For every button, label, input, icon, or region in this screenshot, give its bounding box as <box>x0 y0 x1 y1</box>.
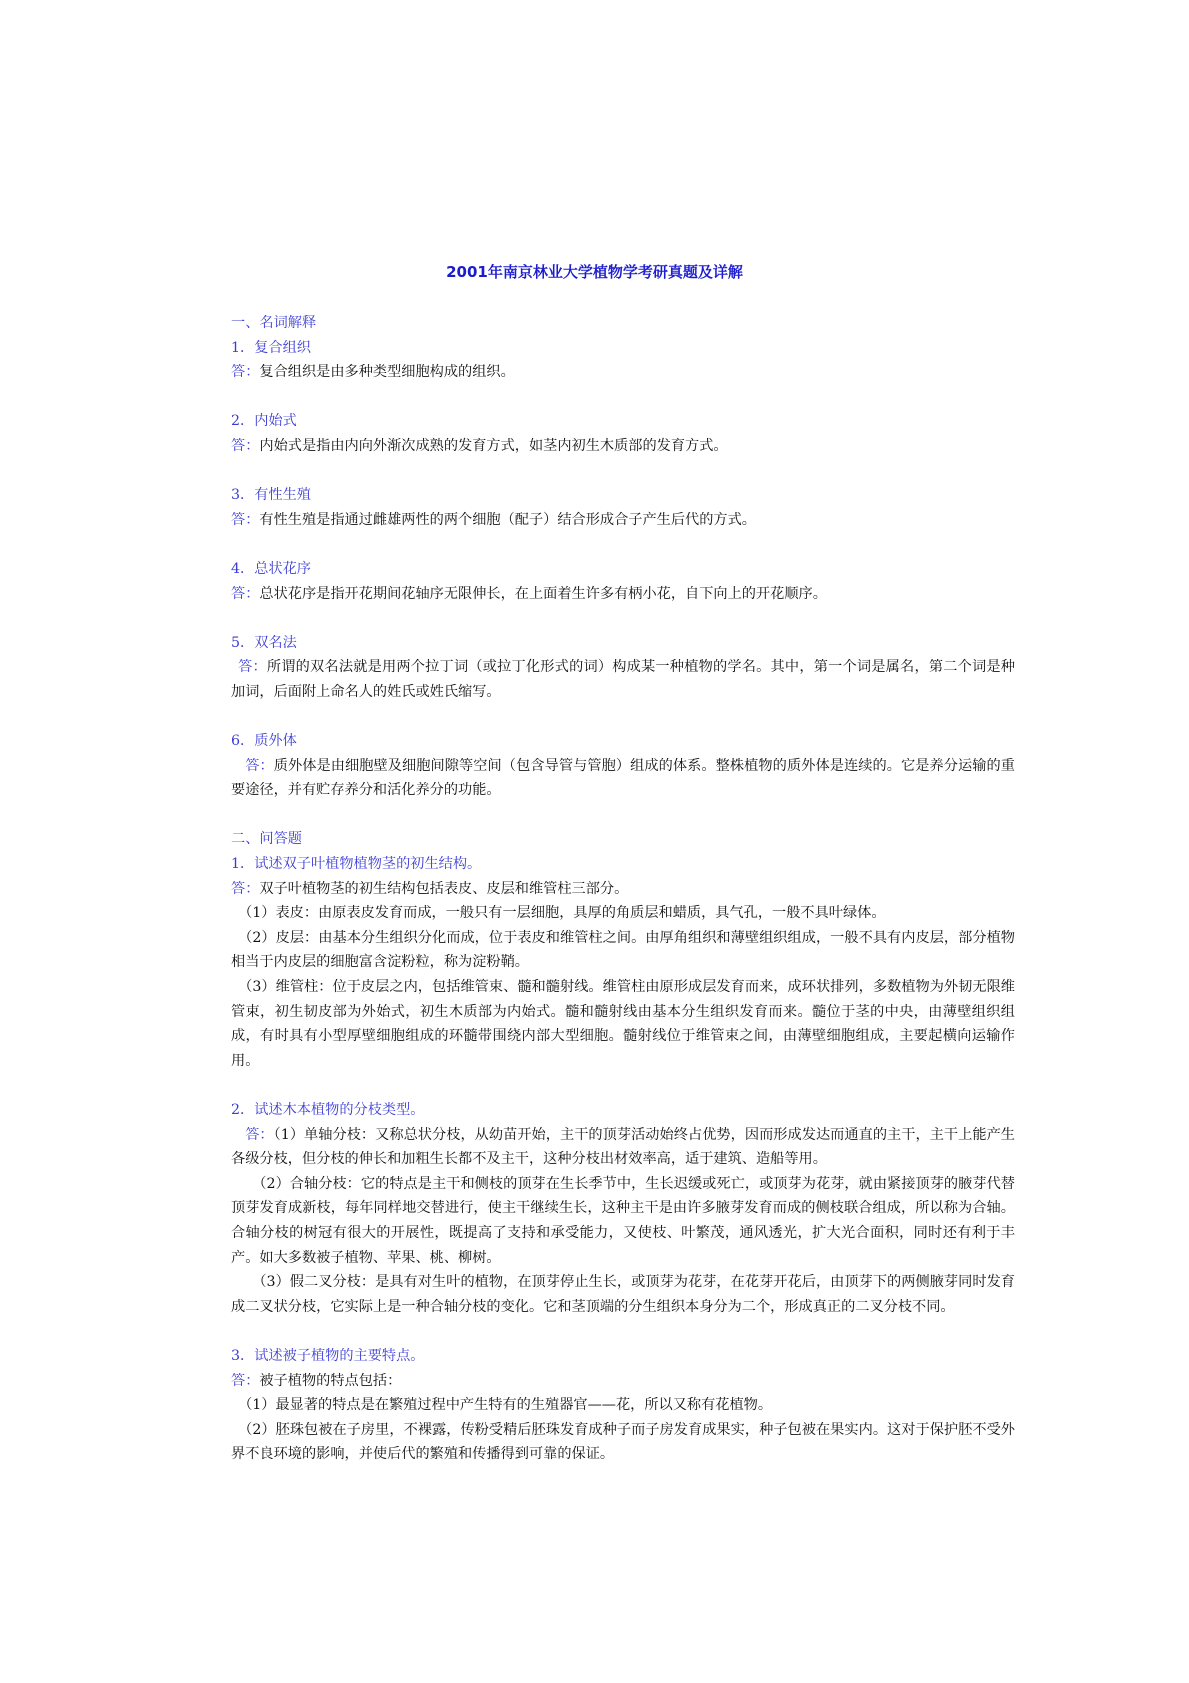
term-question-3: 3．有性生殖 <box>231 487 311 504</box>
term-question-4: 4．总状花序 <box>231 560 311 577</box>
term-answer-2: 答：内始式是指由内向外渐次成熟的发育方式，如茎内初生木质部的发育方式。 <box>231 437 728 454</box>
term-question-6: 6．质外体 <box>231 733 297 750</box>
term-answer-5: 答：所谓的双名法就是用两个拉丁词（或拉丁化形式的词）构成某一种植物的学名。其中，第一个词是属名，第二个词是种加词，后面附上命名人的姓氏或姓氏缩写。 <box>231 659 1015 700</box>
section-heading-1: 一、名词解释 <box>231 315 317 331</box>
term-answer-3: 答：有性生殖是指通过雌雄两性的两个细胞（配子）结合形成合子产生后代的方式。 <box>231 511 756 528</box>
term-answer-4: 答：总状花序是指开花期间花轴序无限伸长，在上面着生许多有柄小花，自下向上的开花顺序。 <box>231 585 827 602</box>
essay-answer-3-intro: 答：被子植物的特点包括： <box>231 1372 402 1389</box>
essay-answer-2-part-1: 答：（1）单轴分枝：又称总状分枝，从幼苗开始，主干的顶芽活动始终占优势，因而形成发达而通直的主干，主干上能产生各级分枝，但分枝的伸长和加粗生长都不及主干，这种分枝出材效率高，适于建筑、造船等用。 <box>231 1126 1015 1168</box>
term-answer-6: 答：质外体是由细胞壁及细胞间隙等空间（包含导管与管胞）组成的体系。整株植物的质外体是连续的。它是养分运输的重要途径，并有贮存养分和活化养分的功能。 <box>231 757 1015 799</box>
term-question-2: 2．内始式 <box>231 413 297 430</box>
essay-answer-1-part-2: （2）皮层：由基本分生组织分化而成，位于表皮和维管柱之间。由厚角组织和薄壁组织组成，一般不具有内皮层，部分植物相当于内皮层的细胞富含淀粉粒，称为淀粉鞘。 <box>231 929 1015 971</box>
essay-answer-1-intro: 答：双子叶植物茎的初生结构包括表皮、皮层和维管柱三部分。 <box>231 880 629 897</box>
essay-question-2: 2．试述木本植物的分枝类型。 <box>231 1102 425 1118</box>
essay-answer-2-part-2: （2）合轴分枝：它的特点是主干和侧枝的顶芽在生长季节中，生长迟缓或死亡，或顶芽为花芽，就由紧接顶芽的腋芽代替顶芽发育成新枝，每年同样地交替进行，使主干继续生长，这种主干是由许多腋芽发育而成的侧枝联合组成，所以称为合轴。合轴分枝的树冠有很大的开展性，既提高了支持和承受能力，又使枝、叶繁茂，通风透光，扩大光合面积，同时还有利于丰产。如大多数被子植物、苹果、桃、柳树。 <box>231 1175 1015 1266</box>
essay-answer-1-part-3: （3）维管柱：位于皮层之内，包括维管束、髓和髓射线。维管柱由原形成层发育而来，成环状排列，多数植物为外韧无限维管束，初生韧皮部为外始式，初生木质部为内始式。髓和髓射线由基本分生组织发育而来。髓位于茎的中央，由薄壁组织组成，有时具有小型厚壁细胞组成的环髓带围绕内部大型细胞。髓射线位于维管束之间，由薄壁细胞组成，主要起横向运输作用。 <box>231 979 1015 1069</box>
essay-answer-2-part-3: （3）假二叉分枝：是具有对生叶的植物，在顶芽停止生长，或顶芽为花芽，在花芽开花后，由顶芽下的两侧腋芽同时发育成二叉状分枝，它实际上是一种合轴分枝的变化。它和茎顶端的分生组织本身分为二个，形成真正的二叉分枝不同。 <box>231 1274 1015 1315</box>
essay-question-1: 1．试述双子叶植物植物茎的初生结构。 <box>231 856 482 873</box>
term-question-5: 5．双名法 <box>231 634 297 651</box>
essay-question-3: 3．试述被子植物的主要特点。 <box>231 1347 425 1364</box>
essay-answer-3-part-2: （2）胚珠包被在子房里，不裸露，传粉受精后胚珠发育成种子而子房发育成果实，种子包被在果实内。这对于保护胚不受外界不良环境的影响，并使后代的繁殖和传播得到可靠的保证。 <box>231 1421 1015 1463</box>
section-heading-2: 二、问答题 <box>231 831 302 848</box>
essay-answer-1-part-1: （1）表皮：由原表皮发育而成，一般只有一层细胞，具厚的角质层和蜡质，具气孔，一般不具叶绿体。 <box>238 905 886 922</box>
document-title: 2001年南京林业大学植物学考研真题及详解 <box>446 263 743 281</box>
document-body <box>231 311 1015 1467</box>
term-answer-1: 答：复合组织是由多种类型细胞构成的组织。 <box>231 364 515 381</box>
term-question-1: 1．复合组织 <box>231 339 311 356</box>
essay-answer-3-part-1: （1）最显著的特点是在繁殖过程中产生特有的生殖器官——花，所以又称有花植物。 <box>238 1397 773 1414</box>
